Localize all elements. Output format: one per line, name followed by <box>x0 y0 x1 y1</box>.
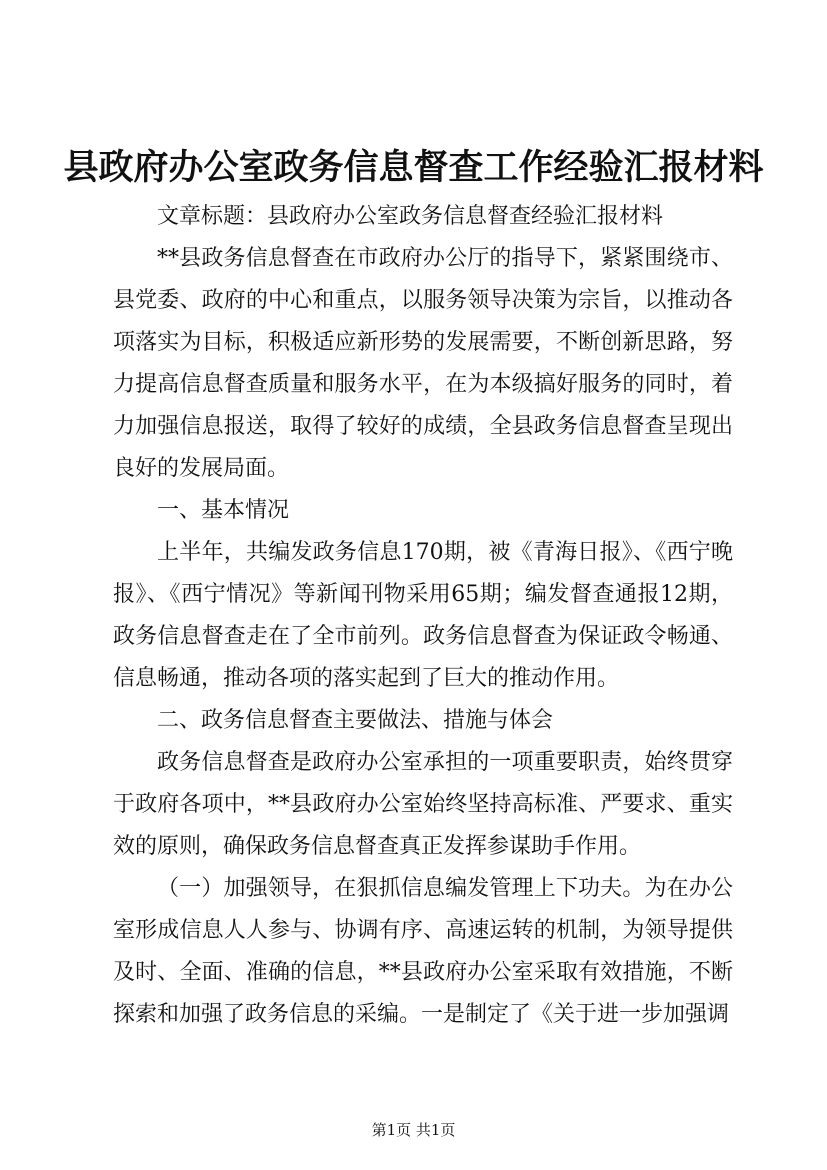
paragraph-intro: **县政务信息督查在市政府办公厅的指导下，紧紧围绕市、县党委、政府的中心和重点，以服务领导决策为宗旨，以推动各项落实为目标，积极适应新形势的发展需要，不断创新思路，努力提高信息督查质量和服务水平，在为本级搞好服务的同时，着力加强信息报送，取得了较好的成绩，全县政务信息督查呈现出良好的发展局面。 <box>113 246 733 481</box>
paragraph-leadership: （一）加强领导，在狠抓信息编发管理上下功夫。为在办公室形成信息人人参与、协调有序、高速运转的机制，为领导提供及时、全面、准确的信息，**县政府办公室采取有效措施，不断探索和加强了政务信息的采编。一是制定了《关于进一步加强调 <box>113 876 733 1027</box>
document-title: 县政府办公室政务信息督查工作经验汇报材料 <box>63 147 764 188</box>
section-heading-practices: 二、政务信息督查主要做法、措施与体会 <box>157 708 554 733</box>
document-body <box>113 196 733 1036</box>
paragraph-practices: 政务信息督查是政府办公室承担的一项重要职责，始终贯穿于政府各项中，**县政府办公室始终坚持高标准、严要求、重实效的原则，确保政务信息督查真正发挥参谋助手作用。 <box>113 750 733 859</box>
section-heading-basic-situation: 一、基本情况 <box>157 498 290 523</box>
article-title-line: 文章标题：县政府办公室政务信息督查经验汇报材料 <box>157 204 664 229</box>
page-footer: 第1页 共1页 <box>371 1121 456 1139</box>
paragraph-basic-situation: 上半年，共编发政务信息170期，被《青海日报》、《西宁晚报》、《西宁情况》等新闻刊物采用65期；编发督查通报12期，政务信息督查走在了全市前列。政务信息督查为保证政令畅通、信息畅通，推动各项的落实起到了巨大的推动作用。 <box>113 540 733 691</box>
